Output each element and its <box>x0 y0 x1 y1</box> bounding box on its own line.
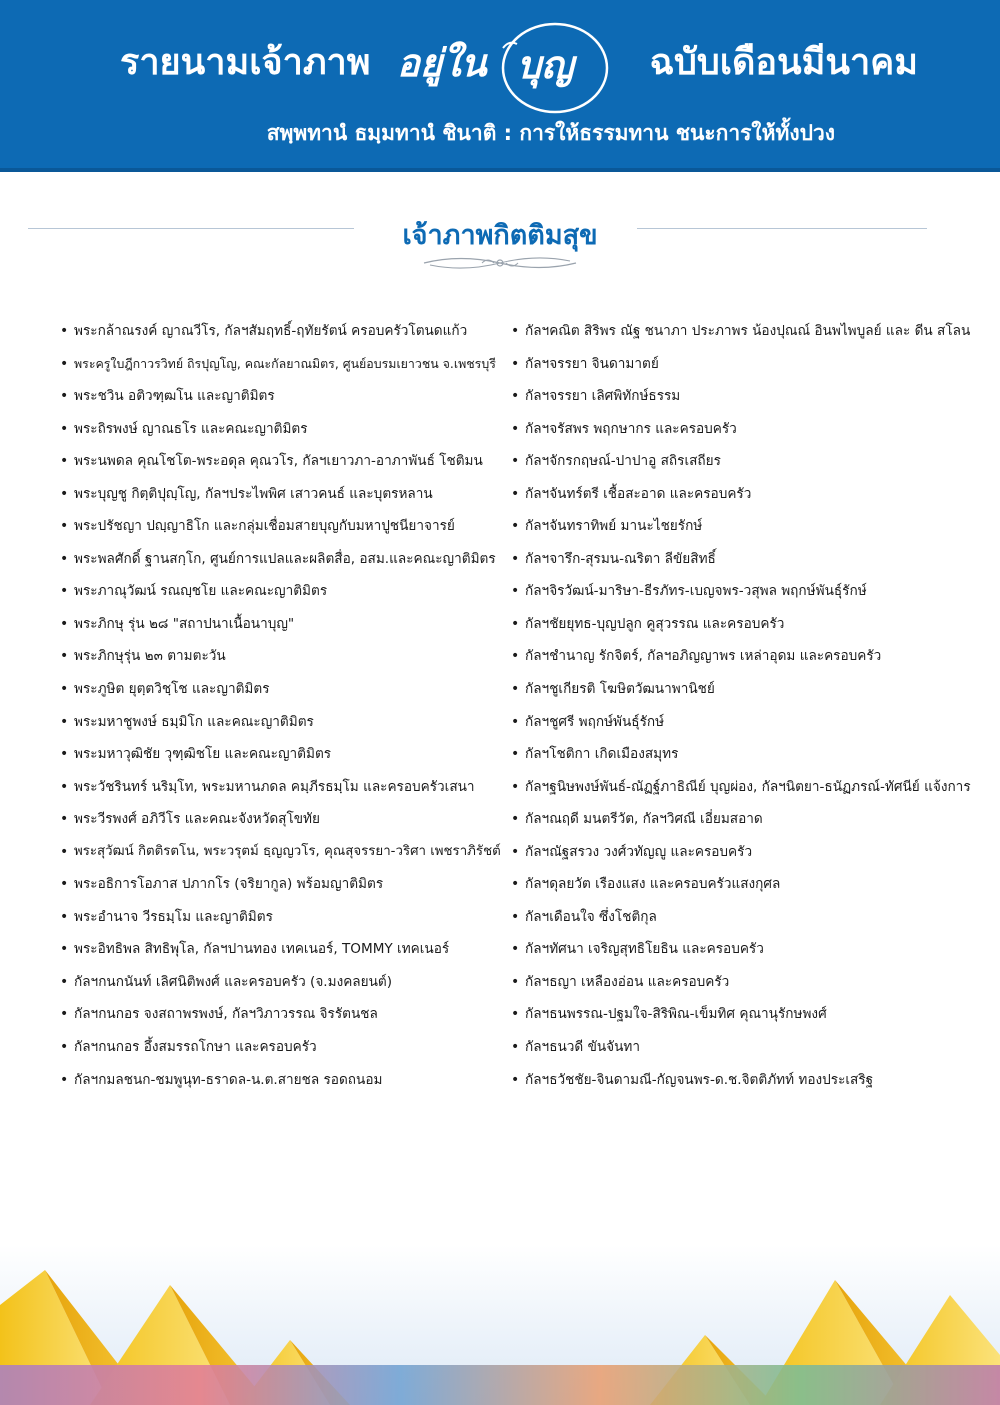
sponsor-name: กัลฯเดือนใจ ซึ่งโชติกุล <box>525 908 657 925</box>
sponsor-name: พระนพดล คุณโชโต-พระอดุล คุณวโร, กัลฯเยาวภา-อาภาพันธ์ โชติมน <box>74 453 483 470</box>
sponsor-name: กัลฯชัยยุทธ-บุญปลูก คูสุวรรณ และครอบครัว <box>525 615 785 632</box>
sponsor-name: กัลฯจันทราทิพย์ มานะไชยรักษ์ <box>525 518 703 535</box>
sponsor-item <box>60 1064 505 1097</box>
sponsor-name: พระครูใบฎีกาวรวิทย์ ถิรปุญโญ, คณะกัลยาณมิตร, ศูนย์อบรมเยาวชน จ.เพชรบุรี <box>74 355 496 371</box>
sponsor-item <box>511 575 981 608</box>
sponsor-item <box>60 315 505 348</box>
sponsor-name: พระปรัชญา ปญฺญาธิโก และกลุ่มเชื่อมสายบุญกับมหาปูชนียาจารย์ <box>74 518 455 535</box>
sponsor-item <box>60 868 505 901</box>
sponsor-name: พระพลศักดิ์ ฐานสกฺโก, ศูนย์การแปลและผลิตสื่อ, อสม.และคณะญาติมิตร <box>74 550 496 567</box>
bullet-icon: • <box>60 550 69 567</box>
sponsor-item <box>60 640 505 673</box>
bullet-icon: • <box>511 681 520 698</box>
bullet-icon: • <box>60 583 69 600</box>
sponsor-item <box>511 380 981 413</box>
sponsor-item <box>511 1064 981 1097</box>
sponsor-name: พระกล้าณรงค์ ญาณวีโร, กัลฯสัมฤทธิ์-ฤทัยรัตน์ ครอบครัวโตนดแก้ว <box>74 323 468 339</box>
bullet-icon: • <box>511 1039 520 1056</box>
sponsor-name: พระภิกษุรุ่น ๒๓ ตามตะวัน <box>74 648 226 665</box>
sponsor-name: พระมหาชูพงษ์ ธมฺมิโก และคณะญาติมิตร <box>74 713 314 730</box>
bullet-icon: • <box>511 388 520 405</box>
bullet-icon: • <box>60 615 69 632</box>
sponsor-item <box>511 673 981 706</box>
bullet-icon: • <box>511 583 520 600</box>
sponsor-item <box>511 640 981 673</box>
bullet-icon: • <box>511 485 520 502</box>
sponsor-list-right <box>511 315 981 1096</box>
bullet-icon: • <box>60 420 69 437</box>
sponsor-name: กัลฯชำนาญ รักจิตร์, กัลฯอภิญญาพร เหล่าอุดม และครอบครัว <box>525 648 882 665</box>
bullet-icon: • <box>60 941 69 958</box>
divider-right <box>637 228 927 229</box>
sponsor-name: กัลฯกนกอร จงสถาพรพงษ์, กัลฯวิภาวรรณ จิรรัตนชล <box>74 1006 378 1023</box>
sponsor-list-left <box>60 315 505 1096</box>
sponsor-name: กัลฯฐนิษพงษ์พันธ์-ณัฏฐ์ภาธิณีย์ บุญผ่อง, กัลฯนิตยา-ธนัฏภรณ์-ทัศนีย์ แจ้งการ <box>525 778 971 795</box>
logo-text-left: อยู่ใน <box>397 40 487 85</box>
sponsor-item <box>60 738 505 771</box>
sponsor-item <box>60 348 505 381</box>
sponsor-item <box>60 836 505 869</box>
sponsor-item <box>511 836 981 869</box>
sponsor-item <box>511 901 981 934</box>
bullet-icon: • <box>511 876 520 893</box>
bullet-icon: • <box>511 1006 520 1023</box>
sponsor-item <box>511 478 981 511</box>
bullet-icon: • <box>60 681 69 698</box>
sponsor-name: พระบุญชู กิตฺติปุญฺโญ, กัลฯประไพพิศ เสาวคนธ์ และบุตรหลาน <box>74 485 433 502</box>
sponsor-item <box>511 413 981 446</box>
bullet-icon: • <box>511 713 520 730</box>
sponsor-name: พระถิรพงษ์ ญาณธโร และคณะญาติมิตร <box>74 420 308 437</box>
bullet-icon: • <box>60 485 69 502</box>
sponsor-item <box>60 771 505 804</box>
bullet-icon: • <box>60 1006 69 1023</box>
bullet-icon: • <box>60 648 69 665</box>
sponsor-item <box>60 413 505 446</box>
sponsor-name: กัลฯกนกอร อึ้งสมรรถโกษา และครอบครัว <box>74 1039 317 1056</box>
sponsor-name: กัลฯโชติกา เกิดเมืองสมุทร <box>525 746 679 763</box>
bullet-icon: • <box>60 1039 69 1056</box>
sponsor-name: พระภูษิต ยุตฺตวิชฺโช และญาติมิตร <box>74 681 270 698</box>
sponsor-name: กัลฯธนวดี ขันจันทา <box>525 1039 641 1056</box>
sponsor-item <box>60 933 505 966</box>
sponsor-item <box>511 803 981 836</box>
sponsor-item <box>60 510 505 543</box>
sponsor-name: พระสุวัฒน์ กิตติรตโน, พระวรุตม์ ธฺญญวโร, คุณสุจรรยา-วริศา เพชราภิรัชต์ <box>74 843 501 859</box>
sponsor-item <box>60 608 505 641</box>
sponsor-name: กัลฯธนพรรณ-ปฐมใจ-สิริพิณ-เข็มทิศ คุณานุรักษพงศ์ <box>525 1006 827 1023</box>
sponsor-name: กัลฯชูเกียรติ โฆษิตวัฒนาพานิชย์ <box>525 681 715 698</box>
magazine-logo <box>385 18 613 118</box>
sponsor-name: กัลฯธวัชชัย-จินดามณี-กัญจนพร-ด.ช.จิตติภัทท์ ทองประเสริฐ <box>525 1071 874 1088</box>
sponsor-name: พระอธิการโอภาส ปภากโร (จริยากูล) พร้อมญาติมิตร <box>74 876 384 893</box>
bullet-icon: • <box>511 518 520 535</box>
sponsor-name: พระมหาวุฒิชัย วุฑฺฒิชโย และคณะญาติมิตร <box>74 746 332 763</box>
bullet-icon: • <box>60 811 69 828</box>
sponsor-item <box>511 966 981 999</box>
sponsor-item <box>60 998 505 1031</box>
bullet-icon: • <box>60 713 69 730</box>
bullet-icon: • <box>511 453 520 470</box>
sponsor-name: กัลฯกนกนันท์ เลิศนิติพงศ์ และครอบครัว (จ.มงคลยนต์) <box>74 973 393 990</box>
sponsor-name: กัลฯจรัสพร พฤกษากร และครอบครัว <box>525 420 737 437</box>
bullet-icon: • <box>511 843 520 860</box>
sponsor-item <box>511 348 981 381</box>
bullet-icon: • <box>60 746 69 763</box>
sponsor-name: พระวัชรินทร์ นริมฺโท, พระมหานภดล คมฺภีรธมฺโม และครอบครัวเสนา <box>74 778 475 795</box>
bullet-icon: • <box>511 355 520 372</box>
sponsor-item <box>60 1031 505 1064</box>
bullet-icon: • <box>60 453 69 470</box>
sponsor-name: กัลฯธญา เหลืองอ่อน และครอบครัว <box>525 973 730 990</box>
bullet-icon: • <box>511 778 520 795</box>
sponsor-item <box>60 445 505 478</box>
sponsor-item <box>511 510 981 543</box>
bullet-icon: • <box>511 941 520 958</box>
sponsor-item <box>60 966 505 999</box>
bullet-icon: • <box>60 973 69 990</box>
header-subtitle: สพฺพทานํ ธมฺมทานํ ชินาติ : การให้ธรรมทาน ชนะการให้ทั้งปวง <box>266 121 835 145</box>
sponsor-item <box>511 933 981 966</box>
sponsor-item <box>511 543 981 576</box>
sponsor-name: กัลฯจิรวัฒน์-มาริษา-ธีรภัทร-เบญจพร-วสุพล พฤกษ์พันธุ์รักษ์ <box>525 583 867 600</box>
header-title-right: ฉบับเดือนมีนาคม <box>649 42 918 83</box>
header-title-left: รายนามเจ้าภาพ <box>120 42 371 83</box>
bullet-icon: • <box>511 648 520 665</box>
sponsor-name: กัลฯจันทร์ตรี เชื้อสะอาด และครอบครัว <box>525 485 752 502</box>
sponsor-name: พระชวิน อติวฑฺฒโน และญาติมิตร <box>74 388 275 405</box>
bullet-icon: • <box>511 615 520 632</box>
bullet-icon: • <box>60 1071 69 1088</box>
sponsor-name: กัลฯจารึก-สุรมน-ณริตา ลีขัยสิทธิ์ <box>525 550 716 567</box>
header-banner <box>0 0 1000 172</box>
bullet-icon: • <box>511 1071 520 1088</box>
sponsor-item <box>511 771 981 804</box>
sponsor-item <box>60 543 505 576</box>
bullet-icon: • <box>60 518 69 535</box>
sponsor-item <box>511 706 981 739</box>
sponsor-item <box>511 445 981 478</box>
bullet-icon: • <box>511 908 520 925</box>
sponsor-item <box>60 478 505 511</box>
sponsor-name: พระภาณุวัฒน์ รณญฺชโย และคณะญาติมิตร <box>74 583 328 600</box>
bullet-icon: • <box>511 550 520 567</box>
bullet-icon: • <box>60 843 69 860</box>
sponsor-name: กัลฯทัศนา เจริญสุทธิโยธิน และครอบครัว <box>525 941 764 958</box>
sponsor-name: พระวีรพงศ์ อภิวีโร และคณะจังหวัดสุโขทัย <box>74 811 320 828</box>
section-title: เจ้าภาพกิตติมสุข <box>402 220 598 251</box>
sponsor-item <box>511 315 981 348</box>
sponsor-item <box>60 901 505 934</box>
sponsor-name: กัลฯจรรยา จินดามาตย์ <box>525 355 659 372</box>
bullet-icon: • <box>60 388 69 405</box>
bullet-icon: • <box>511 811 520 828</box>
sponsor-name: พระอำนาจ วีรธมฺโม และญาติมิตร <box>74 908 273 925</box>
golden-pyramid-scene <box>0 1245 1000 1405</box>
bullet-icon: • <box>60 778 69 795</box>
sponsor-item <box>511 738 981 771</box>
sponsor-item <box>511 1031 981 1064</box>
sponsor-name: กัลฯณฤดี มนตรีวัต, กัลฯวิศณี เอี่ยมสอาด <box>525 811 763 828</box>
sponsor-item <box>60 380 505 413</box>
sponsor-name: กัลฯดุลยวัต เรืองแสง และครอบครัวแสงกุศล <box>525 876 781 893</box>
sponsor-item <box>511 608 981 641</box>
sponsor-name: กัลฯจักรกฤษณ์-ปาปาอู สถิรเสถียร <box>525 453 721 470</box>
sponsor-item <box>60 706 505 739</box>
bullet-icon: • <box>511 973 520 990</box>
sponsor-item <box>511 868 981 901</box>
sponsor-name: กัลฯชูศรี พฤกษ์พันธุ์รักษ์ <box>525 713 665 730</box>
sponsor-name: กัลฯกมลชนก-ชมพูนุท-ธราดล-น.ต.สายชล รอดถนอม <box>74 1071 383 1088</box>
bullet-icon: • <box>511 323 520 339</box>
bullet-icon: • <box>60 323 69 339</box>
sponsor-item <box>511 998 981 1031</box>
sponsor-name: กัลฯจรรยา เลิศพิทักษ์ธรรม <box>525 388 681 405</box>
sponsor-name: พระภิกษุ รุ่น ๒๘ "สถาปนาเนื้อนาบุญ" <box>74 615 295 632</box>
sponsor-name: กัลฯคณิต สิริพร ณัฐ ชนาภา ประภาพร น้องปุณณ์ อินพไพบูลย์ และ ดีน สโลน <box>525 323 971 339</box>
bullet-icon: • <box>511 746 520 763</box>
logo-text-right: บุญ <box>517 42 574 87</box>
bullet-icon: • <box>60 876 69 893</box>
sponsor-name: พระอิทธิพล สิทธิพุโล, กัลฯปานทอง เทคเนอร์, TOMMY เทคเนอร์ <box>74 941 450 958</box>
sponsor-item <box>60 673 505 706</box>
sponsor-item <box>60 575 505 608</box>
bullet-icon: • <box>60 908 69 925</box>
sponsor-name: กัลฯณัฐสรวง วงศ์วทัญญู และครอบครัว <box>525 843 753 860</box>
sponsor-item <box>60 803 505 836</box>
bullet-icon: • <box>511 420 520 437</box>
flourish-ornament-icon <box>420 252 580 274</box>
bullet-icon: • <box>60 355 69 372</box>
